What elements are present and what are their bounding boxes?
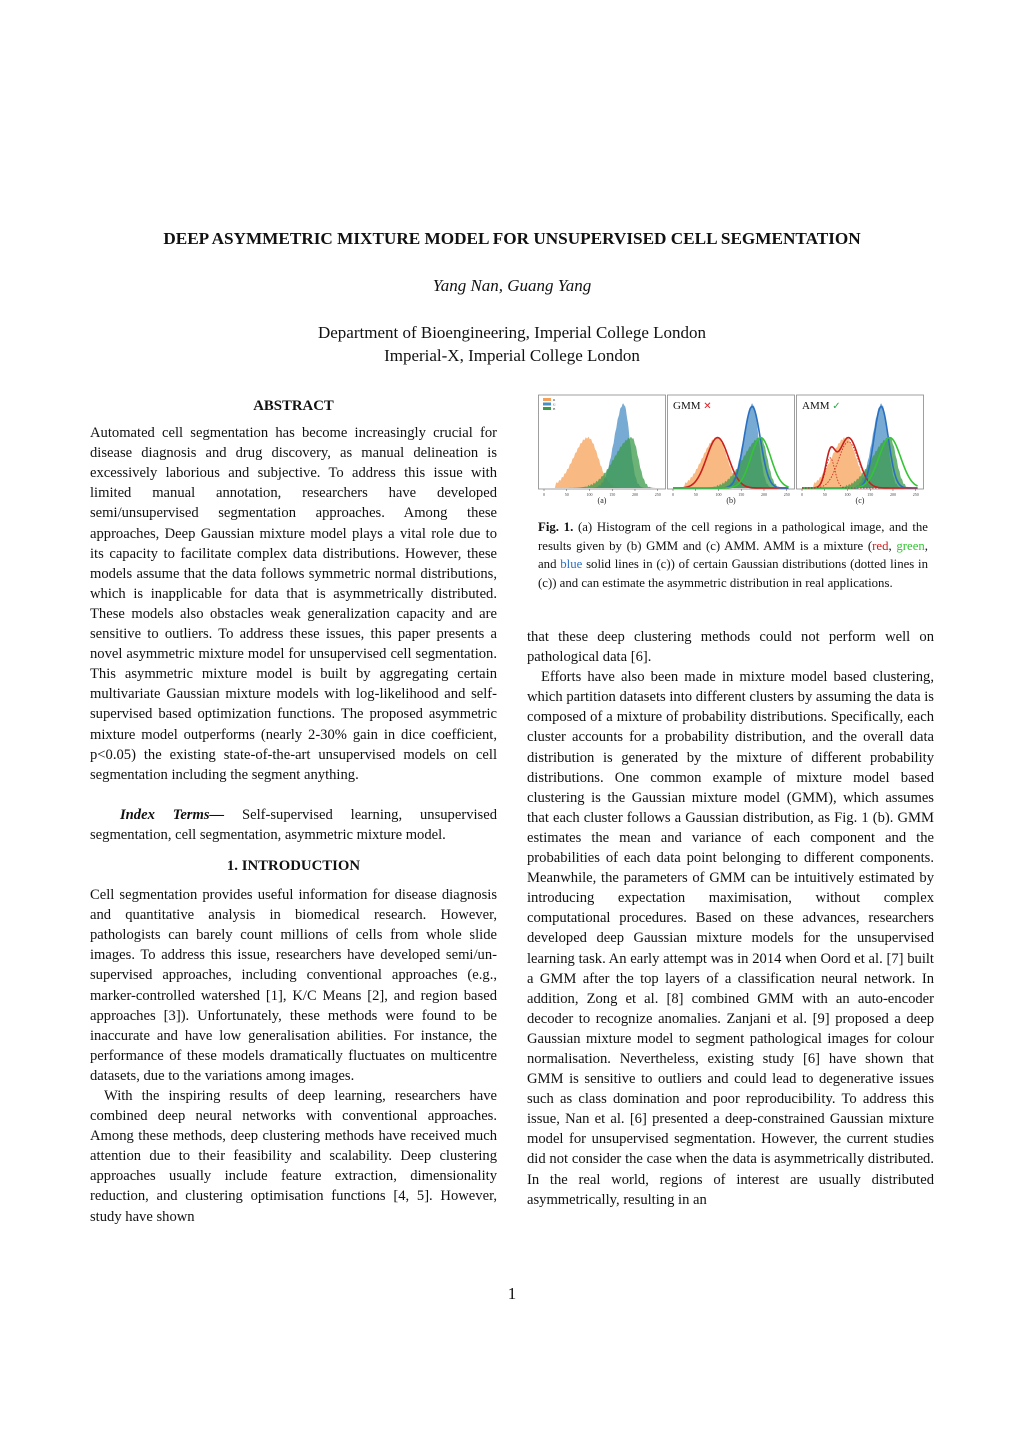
paper-authors: Yang Nan, Guang Yang [432,276,592,295]
caption-text-1: (a) Histogram of the cell regions in a pathological image, and the results given by (b) GMM and (c) AMM. AMM is a mixture ( [538,520,928,553]
legend-label: R [553,398,556,402]
panel-title: AMM ✓ [802,400,841,412]
index-terms-text: Self-supervised learning, unsupervised segmentation, cell segmentation, asymmetric mixture model. [90,806,498,843]
index-terms [90,805,497,845]
caption-green-word: green [896,538,925,553]
panel-label: (b) [726,496,736,505]
caption-text-4: solid lines in (c)) of certain Gaussian distributions (dotted lines in (c)) and can estimate the asymmetric distribution in real applications. [538,557,928,590]
paper-title: DEEP ASYMMETRIC MIXTURE MODEL FOR UNSUPERVISED CELL SEGMENTATION [163,229,861,248]
chart-panel-c [797,395,924,505]
caption-blue-word: blue [560,557,583,572]
x-tick-label: 200 [760,492,767,497]
x-tick-label: 0 [672,492,674,497]
legend-swatch [543,398,551,401]
check-icon: ✓ [832,401,841,412]
x-tick-label: 0 [543,492,545,497]
cross-icon: ✕ [703,401,712,412]
x-tick-label: 200 [631,492,638,497]
intro-paragraph-4: Efforts have also been made in mixture model based clustering, which partition datasets into different clusters by assuming the data is composed of a mixture of probability distributions. Specifically, each cluster accounts for a probability distribution, and the overall data distribution is generated by the mixture of different probability distributions. One common example of mixture model based clustering is the Gaussian mixture model (GMM), which assumes that each cluster follows a Gaussian distribution, as Fig. 1 (b). GMM estimates the mean and variance of each component and the probabilities of each data point belonging to different components. Meanwhile, the parameters of GMM can be intuitively estimated by introducing expectation maximisation, without complex computational procedures. Based on these advances, researchers developed deep Gaussian mixture models for the unsupervised learning task. An early attempt was in 2014 when Oord et al. [7] built a GMM after the top layers of a classification neural network. In addition, Zong et al. [8] combined GMM with an auto-encoder decoder to recognize anomalies. Zanjani et al. [9] proposed a deep Gaussian mixture model to segment pathological images for colour normalisation. Nevertheless, existing study [6] have shown that GMM is sensitive to outliers and could lead to degenerative issues such as class domination and poor reproducibility. To address this issue, Nan et al. [6] presented a deep-constrained Gaussian mixture model for unsupervised segmentation. However, the current studies did not consider the case when the data is asymmetrically distributed. In the real world, regions of interest are usually distributed asymmetrically, resulting in an [527,669,934,1208]
page-number: 1 [507,1284,517,1303]
intro-paragraph-2: With the inspiring results of deep learning, researchers have combined deep neural networks with conventional approaches. Among these methods, deep clustering methods have received much attention due to their feasibility and scalability. Deep clustering approaches usually include feature extraction, dimensionality reduction, and clustering optimisation functions [4, 5]. However, study have shown [90,1088,497,1225]
intro-paragraph-3: that these deep clustering methods could not perform well on pathological data [6]. [527,629,934,666]
affiliation-2: Imperial-X, Imperial College London [384,346,640,365]
index-terms-label: Index Terms— [120,806,225,823]
caption-red-word: red [872,538,889,553]
figure-caption [538,518,928,592]
x-tick-label: 250 [783,492,790,497]
intro-paragraph-1: Cell segmentation provides useful information for disease diagnosis and quantitative analysis in biomedical research. However, pathologists can barely count millions of cells from whole slide images. To address this issue, researchers have developed semi/un-supervised approaches, including conventional approaches (e.g., marker-controlled watershed [1], K/C Means [2], and region based approaches [3]). Unfortunately, these methods were found to be inaccurate and have low generalisation abilities. For instance, the performance of these models dramatically fluctuates on multicentre datasets, due to the variations among images. [90,887,497,1084]
legend-label: G [553,402,556,407]
panel-title: GMM ✕ [673,400,712,412]
right-column [527,627,934,1210]
x-tick-label: 100 [715,492,722,497]
x-tick-label: 200 [889,492,896,497]
abstract-text: Automated cell segmentation has become increasingly crucial for disease diagnosis and drug discovery, as manual delineation is excessively laborious and subjective. To address this issue with limited manual annotation, researchers have developed semi/unsupervised segmentation approaches. Among these approaches, Deep Gaussian mixture model plays a vital role due to its capacity to facilitate complex data distributions. However, these models assume that the data follows symmetric normal distributions, which is inapplicable for data that is asymmetrically distributed. These models also obstacles weak generalization capacity and are sensitive to outliers. To address these issues, this paper presents a novel asymmetric mixture model for unsupervised cell segmentation. This asymmetric mixture model is built by aggregating certain multivariate Gaussian mixture models with log-likelihood and self-supervised based optimization functions. The proposed asymmetric mixture model outperforms (nearly 2-30% gain in dice coefficient, p<0.05) the existing state-of-the-art unsupervised models on cell segmentation including the segment anything. [90,425,497,783]
panel-label: (a) [597,496,607,505]
figure-caption-label: Fig. 1. [538,520,574,534]
abstract-heading: ABSTRACT [253,398,334,414]
x-tick-label: 250 [654,492,661,497]
panel-label: (c) [855,496,865,505]
caption-text-2: , [888,538,897,553]
left-column [90,396,497,1227]
legend-swatch [543,407,551,410]
x-tick-label: 150 [867,492,874,497]
x-tick-label: 100 [844,492,851,497]
introduction-heading: 1. INTRODUCTION [226,857,361,874]
legend-label: B [553,407,556,411]
x-tick-label: 50 [693,492,698,497]
affiliation-1: Department of Bioengineering, Imperial College London [317,323,707,342]
caption-text-3: , and [538,538,928,572]
x-tick-label: 150 [738,492,745,497]
figure-1 [538,394,924,512]
legend-swatch [543,403,551,406]
chart-panel-b [668,395,795,505]
chart-panel-a [539,395,666,505]
x-tick-label: 150 [609,492,616,497]
x-tick-label: 0 [801,492,803,497]
x-tick-label: 50 [822,492,827,497]
x-tick-label: 250 [912,492,919,497]
x-tick-label: 50 [564,492,569,497]
x-tick-label: 100 [586,492,593,497]
affiliations [0,321,1024,367]
